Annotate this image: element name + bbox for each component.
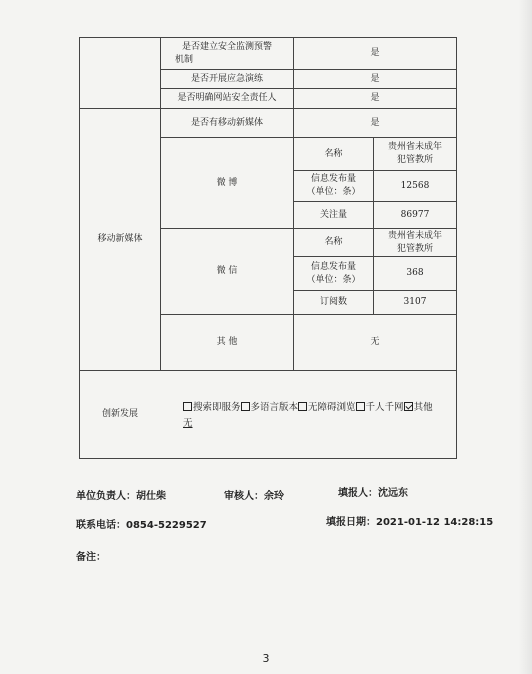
wechat-subscribe-value: 3107 bbox=[403, 297, 427, 307]
security-monitoring-label-line2: 机制 bbox=[175, 54, 194, 65]
wechat-name-value-line1: 贵州省未成年 bbox=[387, 230, 442, 241]
innovation-label: 创新发展 bbox=[101, 409, 138, 419]
option-search-as-service[interactable] bbox=[183, 402, 241, 413]
other-media-label: 其 他 bbox=[216, 337, 238, 347]
weibo-name-value bbox=[374, 138, 456, 170]
weibo-publish-label bbox=[294, 171, 373, 201]
weibo-publish-label-line2: （单位：条） bbox=[306, 187, 361, 197]
security-monitoring-label-line1: 是否建立安全监测预警 bbox=[181, 41, 272, 52]
checkbox-icon[interactable] bbox=[183, 402, 192, 411]
option-label: 千人千网 bbox=[365, 402, 404, 413]
weibo-follow-label: 关注量 bbox=[319, 209, 347, 220]
other-media-value: 无 bbox=[370, 337, 380, 347]
option-label: 其他 bbox=[413, 402, 433, 413]
security-responsible-value: 是 bbox=[370, 93, 380, 103]
remarks: 备注： bbox=[76, 552, 106, 563]
page-number: 3 bbox=[262, 652, 270, 665]
option-other[interactable] bbox=[404, 402, 433, 413]
wechat-publish-value: 368 bbox=[406, 268, 424, 278]
weibo-name-value-line1: 贵州省未成年 bbox=[387, 142, 442, 152]
innovation-other-text: 无 bbox=[183, 418, 193, 429]
has-mobile-media-value: 是 bbox=[370, 117, 380, 128]
wechat-label: 微 信 bbox=[216, 266, 238, 276]
security-monitoring-value: 是 bbox=[370, 48, 380, 58]
table-border bbox=[456, 37, 457, 459]
has-mobile-media-label: 是否有移动新媒体 bbox=[190, 117, 263, 128]
reviewer: 审核人：余玲 bbox=[224, 491, 284, 502]
wechat-subscribe-label: 订阅数 bbox=[319, 297, 347, 307]
weibo-publish-label-line1: 信息发布量 bbox=[310, 174, 356, 184]
mobile-media-section-label: 移动新媒体 bbox=[97, 234, 143, 244]
unit-head: 单位负责人：胡仕柴 bbox=[76, 491, 166, 502]
option-personalized-web[interactable] bbox=[356, 402, 404, 413]
security-monitoring-label bbox=[161, 38, 293, 69]
wechat-publish-label bbox=[294, 257, 373, 290]
option-label: 搜索即服务 bbox=[193, 402, 241, 413]
wechat-name-value-line2: 犯管教所 bbox=[396, 243, 433, 254]
filler: 填报人：沈远东 bbox=[338, 488, 408, 499]
wechat-name-label: 名称 bbox=[324, 237, 343, 247]
weibo-publish-value: 12568 bbox=[400, 180, 430, 191]
option-accessible-browsing[interactable] bbox=[298, 402, 356, 413]
emergency-drill-label: 是否开展应急演练 bbox=[190, 73, 263, 84]
weibo-name-label: 名称 bbox=[324, 148, 343, 159]
innovation-options bbox=[183, 400, 455, 432]
checked-checkbox-icon[interactable] bbox=[404, 402, 413, 411]
security-responsible-label: 是否明确网站安全责任人 bbox=[177, 93, 277, 103]
contact-phone: 联系电话：0854-5229527 bbox=[76, 520, 207, 531]
weibo-label: 微 博 bbox=[216, 177, 238, 188]
fill-date: 填报日期：2021-01-12 14:28:15 bbox=[326, 517, 494, 528]
checkbox-icon[interactable] bbox=[241, 402, 250, 411]
checkbox-icon[interactable] bbox=[356, 402, 365, 411]
wechat-publish-label-line1: 信息发布量 bbox=[310, 261, 356, 272]
option-label: 多语言版本 bbox=[250, 402, 299, 413]
checkbox-icon[interactable] bbox=[298, 402, 307, 411]
weibo-name-value-line2: 犯管教所 bbox=[396, 155, 433, 165]
emergency-drill-value: 是 bbox=[370, 73, 380, 84]
wechat-name-value bbox=[374, 229, 456, 256]
table-border bbox=[79, 458, 456, 459]
option-label: 无障碍浏览 bbox=[308, 402, 356, 413]
wechat-publish-label-line2: （单位：条） bbox=[306, 274, 361, 285]
weibo-follow-value: 86977 bbox=[400, 209, 430, 220]
option-multilingual[interactable] bbox=[241, 402, 299, 413]
